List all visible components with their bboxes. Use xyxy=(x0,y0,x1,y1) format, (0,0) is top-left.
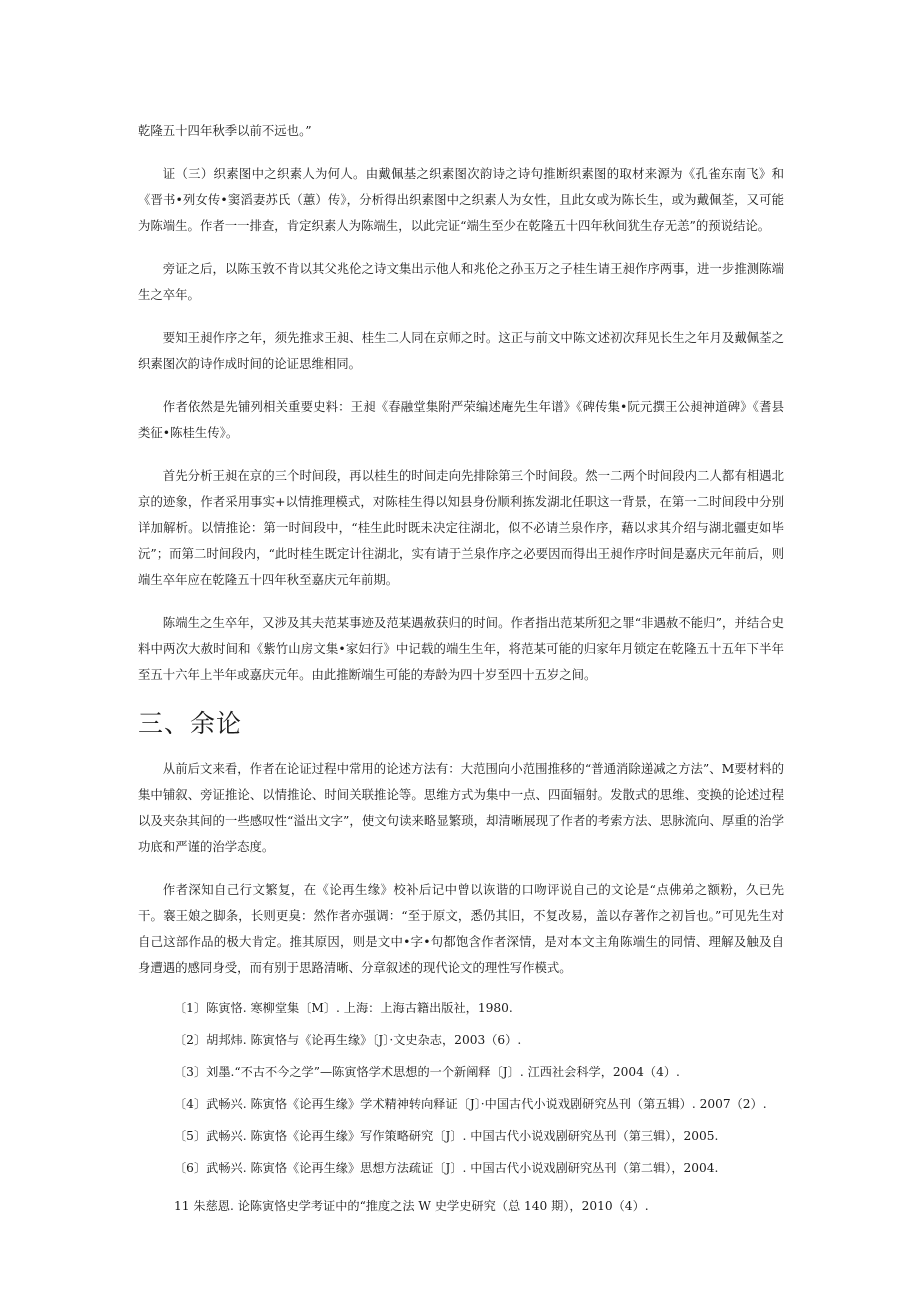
reference-item: 〔3〕刘墨.“不古不今之学”—陈寅恪学术思想的一个新阐释〔J〕. 江西社会科学，2004（4）. xyxy=(174,1065,680,1079)
section-heading: 三、余论 xyxy=(138,709,243,738)
paragraph-methods: 从前后文来看，作者在论证过程中常用的论述方法有：大范围向小范围推移的“普通消除递减之方法”、M要材料的集中铺叙、旁证推论、以情推论、时间关联推论等。思维方式为集中一点、四面辐射。发散式的思维、变换的论述过程以及夹杂其间的一些感叹性“溢出文字”，使文句读来略显繁琐，却清晰展现了作者的考索方法、思脉流向、厚重的治学功底和严谨的治学态度。 xyxy=(138,761,784,854)
paragraph-side-evidence: 旁证之后，以陈玉敦不肯以其父兆伦之诗文集出示他人和兆伦之孙玉万之子桂生请王昶作序两事，进一步推测陈端生之卒年。 xyxy=(138,261,784,302)
reference-item-extra: 11 朱慈恩. 论陈寅恪史学考证中的“推度之法 W 史学史研究（总 140 期），2010（4）. xyxy=(174,1199,649,1213)
paragraph-self-assessment: 作者深知自己行文繁复，在《论再生缘》校补后记中曾以诙谐的口吻评说自己的文论是“点佛弟之额粉，久已先干。褰王娘之脚条，长则更臭：然作者亦强调：“至于原文，悉仍其旧，不复改易，盖以存著作之初旨也。”可见先生对自己这部作品的极大肯定。推其原因，则是文中•字•句都饱含作者深情，是对本文主角陈端生的同情、理解及触及自身遭遇的感同身受，而有别于思路清晰、分章叙述的现代论文的理性写作模式。 xyxy=(138,882,784,975)
reference-item: 〔6〕武畅兴. 陈寅恪《论再生缘》思想方法疏证〔J〕. 中国古代小说戏剧研究丛刊（第二辑），2004. xyxy=(174,1161,719,1175)
paragraph-time-periods: 首先分析王昶在京的三个时间段，再以桂生的时间走向先排除第三个时间段。然一二两个时间段内二人都有相遇北京的迹象，作者采用事实+以情推理模式，对陈桂生得以知县身份顺利拣发湖北任职这一背景，在第一二时间段中分别详加解析。以情推论：第一时间段中，“桂生此时既未决定往湖北，似不必请兰泉作序，藉以求其介绍与湖北疆吏如毕沅”；而第二时间段内，“此时桂生既定计往湖北，实有请于兰泉作序之必要因而得出王昶作序时间是嘉庆元年前后，则端生卒年应在乾隆五十四年秋至嘉庆元年前期。 xyxy=(138,468,784,587)
document-body xyxy=(138,118,784,1216)
paragraph-preface-year: 要知王昶作序之年，须先推求王昶、桂生二人同在京师之时。这正与前文中陈文述初次拜见长生之年月及戴佩荃之织素图次韵诗作成时间的论证思维相同。 xyxy=(138,330,784,371)
paragraph-birth-death: 陈端生之生卒年，又涉及其夫范某事迹及范某遇赦获归的时间。作者指出范某所犯之罪“非遇赦不能归”，并结合史料中两次大赦时间和《紫竹山房文集•家妇行》中记载的端生生年，将范某可能的归家年月锁定在乾隆五十五年下半年至五十六年上半年或嘉庆元年。由此推断端生可能的寿龄为四十岁至四十五岁之间。 xyxy=(138,615,784,682)
paragraph-sources: 作者依然是先铺列相关重要史料：王昶《春融堂集附严荣编述庵先生年谱》《碑传集•阮元撰王公昶神道碑》《耆县类征•陈桂生传》。 xyxy=(138,399,784,440)
reference-item: 〔4〕武畅兴. 陈寅恪《论再生缘》学术精神转向释证〔J〕·中国古代小说戏剧研究丛刊（第五辑）. 2007（2）. xyxy=(174,1097,767,1111)
reference-list xyxy=(174,998,784,1178)
paragraph-evidence-three: 证（三）织素图中之织素人为何人。由戴佩基之织素图次韵诗之诗句推断织素图的取材来源为《孔雀东南飞》和《晋书•列女传•窦滔妻苏氏（蕙）传》，分析得出织素图中之织素人为女性，且此女或为陈长生，或为戴佩荃，又可能为陈端生。作者一一排查，肯定织素人为陈端生，以此完证“端生至少在乾隆五十四年秋间犹生存无恙”的预说结论。 xyxy=(138,166,784,233)
reference-item: 〔5〕武畅兴. 陈寅恪《论再生缘》写作策略研究〔J〕. 中国古代小说戏剧研究丛刊（第三辑），2005. xyxy=(174,1129,719,1143)
reference-item: 〔1〕陈寅恪. 寒柳堂集〔M〕. 上海：上海古籍出版社，1980. xyxy=(174,1001,513,1015)
paragraph-continuation: 乾隆五十四年秋季以前不远也。” xyxy=(138,123,312,138)
reference-item: 〔2〕胡邦炜. 陈寅恪与《论再生缘》〔J〕·文史杂志，2003（6）. xyxy=(174,1033,522,1047)
